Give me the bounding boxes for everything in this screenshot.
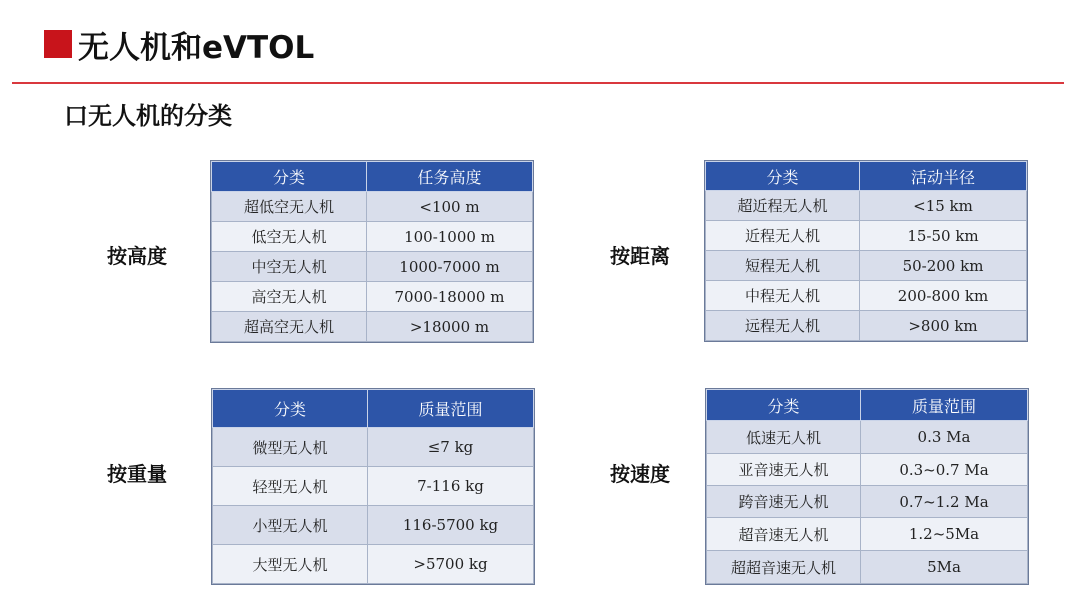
row-category: 高空无人机 xyxy=(212,282,367,312)
row-value: 100-1000 m xyxy=(367,222,533,252)
row-value: 0.7~1.2 Ma xyxy=(861,486,1028,518)
table-row xyxy=(213,506,534,545)
row-category: 中程无人机 xyxy=(706,281,860,311)
row-category: 远程无人机 xyxy=(706,311,860,341)
row-category: 短程无人机 xyxy=(706,251,860,281)
row-category: 跨音速无人机 xyxy=(707,486,861,518)
header-category: 分类 xyxy=(213,390,368,428)
table-altitude xyxy=(211,161,533,342)
table-row xyxy=(213,545,534,584)
row-value: 0.3~0.7 Ma xyxy=(861,454,1028,486)
row-category: 超低空无人机 xyxy=(212,192,367,222)
table-row xyxy=(707,518,1028,551)
group-label-distance: 按距离 xyxy=(610,244,670,268)
row-category: 低速无人机 xyxy=(707,421,861,454)
row-value: 7-116 kg xyxy=(368,467,534,506)
table-row xyxy=(212,312,533,342)
title-text: 无人机和eVTOL xyxy=(78,29,315,66)
row-value: 1000-7000 m xyxy=(367,252,533,282)
table-header-row xyxy=(706,162,1027,191)
row-category: 亚音速无人机 xyxy=(707,454,861,486)
row-category: 微型无人机 xyxy=(213,428,368,467)
table-row xyxy=(707,551,1028,584)
header-activity-radius: 活动半径 xyxy=(860,162,1027,191)
group-label-weight: 按重量 xyxy=(107,462,167,486)
table-row xyxy=(707,454,1028,486)
row-category: 中空无人机 xyxy=(212,252,367,282)
row-value: 0.3 Ma xyxy=(861,421,1028,454)
header-mass-range: 质量范围 xyxy=(368,390,534,428)
row-category: 超音速无人机 xyxy=(707,518,861,551)
table-row xyxy=(212,192,533,222)
table-row xyxy=(213,467,534,506)
row-value: 200-800 km xyxy=(860,281,1027,311)
row-value: 7000-18000 m xyxy=(367,282,533,312)
table-row xyxy=(706,311,1027,341)
row-category: 超高空无人机 xyxy=(212,312,367,342)
header-mission-altitude: 任务高度 xyxy=(367,162,533,192)
header-mass-range: 质量范围 xyxy=(861,390,1028,421)
row-value: 50-200 km xyxy=(860,251,1027,281)
table-row xyxy=(213,428,534,467)
row-value: 15-50 km xyxy=(860,221,1027,251)
table-row xyxy=(212,222,533,252)
table-header-row xyxy=(707,390,1028,421)
table-row xyxy=(706,281,1027,311)
row-value: >800 km xyxy=(860,311,1027,341)
row-value: ≤7 kg xyxy=(368,428,534,467)
row-value: <15 km xyxy=(860,191,1027,221)
row-category: 近程无人机 xyxy=(706,221,860,251)
table-row xyxy=(212,252,533,282)
table-row xyxy=(707,421,1028,454)
row-value: <100 m xyxy=(367,192,533,222)
table-row xyxy=(706,191,1027,221)
row-value: >5700 kg xyxy=(368,545,534,584)
table-distance xyxy=(705,161,1027,341)
section-subtitle: 口无人机的分类 xyxy=(64,102,232,130)
row-category: 超超音速无人机 xyxy=(707,551,861,584)
group-label-speed: 按速度 xyxy=(610,462,670,486)
header-category: 分类 xyxy=(707,390,861,421)
row-value: 116-5700 kg xyxy=(368,506,534,545)
row-category: 轻型无人机 xyxy=(213,467,368,506)
table-weight xyxy=(212,389,534,584)
table-header-row xyxy=(213,390,534,428)
table-speed xyxy=(706,389,1028,584)
title-marker-square xyxy=(44,30,72,58)
row-value: 5Ma xyxy=(861,551,1028,584)
row-category: 低空无人机 xyxy=(212,222,367,252)
row-value: 1.2~5Ma xyxy=(861,518,1028,551)
slide-title xyxy=(44,24,314,64)
row-value: >18000 m xyxy=(367,312,533,342)
header-category: 分类 xyxy=(706,162,860,191)
row-category: 大型无人机 xyxy=(213,545,368,584)
header-category: 分类 xyxy=(212,162,367,192)
table-row xyxy=(706,251,1027,281)
group-label-altitude: 按高度 xyxy=(107,244,167,268)
table-row xyxy=(707,486,1028,518)
table-row xyxy=(706,221,1027,251)
row-category: 小型无人机 xyxy=(213,506,368,545)
table-header-row xyxy=(212,162,533,192)
row-category: 超近程无人机 xyxy=(706,191,860,221)
title-divider xyxy=(12,82,1064,84)
table-row xyxy=(212,282,533,312)
